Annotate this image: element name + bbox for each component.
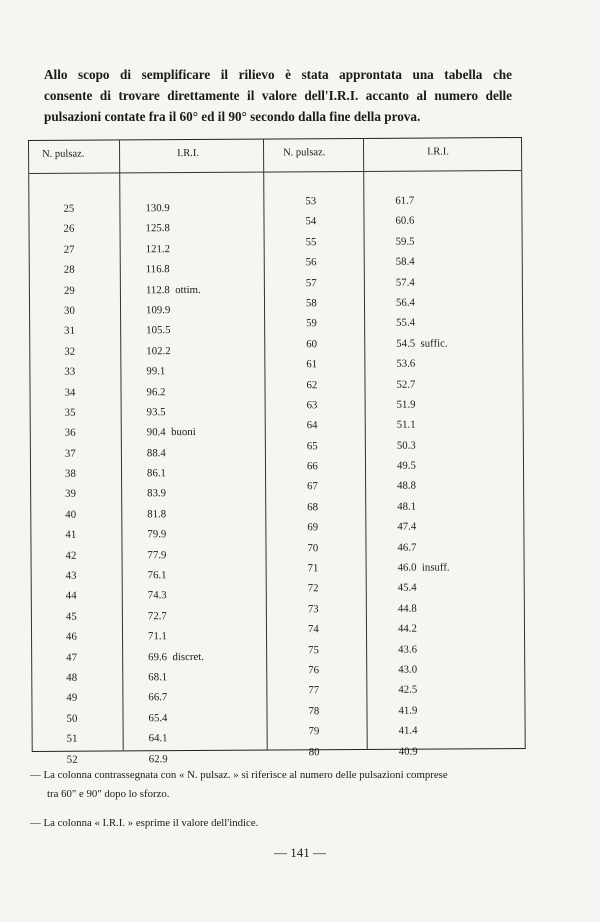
- footnote-line: — La colonna contrassegnata con « N. pulsaz. » si riferisce al numero delle pulsazioni comprese: [30, 769, 448, 781]
- iri-value-cell: 105.5: [146, 324, 171, 337]
- pulse-count-cell: 43: [65, 569, 77, 582]
- pulse-count-cell: 36: [64, 427, 76, 440]
- header-pulse-left: N. pulsaz.: [42, 148, 85, 160]
- iri-value-cell: 46.0 insuff.: [397, 561, 450, 574]
- iri-value-cell: 41.4: [398, 724, 418, 737]
- iri-value-cell: 66.7: [148, 691, 168, 704]
- iri-value-cell: 90.4 buoni: [146, 426, 196, 439]
- table-header-divider: [29, 170, 521, 174]
- pulse-count-cell: 33: [64, 365, 76, 378]
- table-column-divider: [119, 140, 124, 750]
- footnote-line: tra 60" e 90" dopo lo sforzo.: [47, 788, 170, 800]
- iri-value-cell: 40.9: [398, 745, 418, 758]
- iri-value-cell: 46.7: [397, 541, 417, 554]
- pulse-count-cell: 42: [65, 549, 77, 562]
- iri-value-cell: 51.1: [396, 418, 416, 432]
- pulse-count-cell: 56: [305, 256, 317, 269]
- pulse-count-cell: 60: [306, 337, 318, 351]
- pulse-count-cell: 65: [306, 439, 318, 452]
- iri-value-cell: 54.5 suffic.: [396, 337, 448, 350]
- footnote-iri-column: — La colonna « I.R.I. » esprime il valore dell'indice.: [30, 817, 259, 829]
- header-iri-right: I.R.I.: [427, 146, 449, 158]
- pulse-count-cell: 54: [305, 215, 317, 228]
- pulse-count-cell: 77: [308, 684, 320, 697]
- pulse-count-cell: 44: [65, 590, 77, 603]
- iri-value-cell: 64.1: [148, 732, 168, 745]
- iri-value-cell: 44.2: [397, 622, 417, 635]
- column-iri-left: [145, 198, 266, 770]
- pulse-count-cell: 79: [308, 725, 320, 738]
- iri-value-cell: 55.4: [396, 316, 416, 330]
- iri-value-cell: 58.4: [395, 255, 415, 268]
- iri-value-cell: 81.8: [147, 508, 167, 521]
- iri-value-cell: 44.8: [397, 602, 417, 615]
- pulse-count-cell: 28: [63, 263, 75, 276]
- iri-value-cell: 51.9: [396, 398, 416, 411]
- iri-value-cell: 125.8: [145, 222, 170, 235]
- iri-value-cell: 116.8: [145, 263, 170, 276]
- iri-value-cell: 53.6: [396, 357, 416, 370]
- pulse-count-cell: 69: [307, 521, 319, 534]
- iri-value-cell: 61.7: [395, 194, 415, 207]
- pulse-count-cell: 41: [65, 528, 77, 542]
- pulse-count-cell: 32: [64, 345, 76, 358]
- pulse-count-cell: 51: [66, 732, 78, 745]
- iri-value-cell: 72.7: [147, 609, 167, 623]
- iri-value-cell: 68.1: [148, 671, 168, 684]
- pulse-count-cell: 40: [65, 508, 77, 521]
- iri-value-cell: 41.9: [398, 704, 418, 717]
- pulse-count-cell: 49: [66, 692, 78, 705]
- footnote-pulse-column: [30, 766, 530, 804]
- pulse-count-cell: 31: [64, 325, 76, 338]
- pulse-count-cell: 61: [306, 358, 318, 371]
- pulse-count-cell: 47: [66, 651, 77, 664]
- pulse-count-cell: 75: [308, 643, 319, 656]
- pulse-count-cell: 57: [305, 276, 317, 289]
- pulse-count-cell: 71: [307, 562, 319, 575]
- pulse-count-cell: 70: [307, 541, 319, 554]
- iri-value-cell: 47.4: [397, 520, 417, 534]
- iri-value-cell: 48.8: [397, 480, 417, 493]
- pulse-count-cell: 38: [65, 467, 76, 480]
- iri-value-cell: 121.2: [145, 242, 171, 256]
- intro-line: pulsazioni contate fra il 60° ed il 90° secondo dalla fine della prova.: [44, 109, 421, 124]
- iri-value-cell: 93.5: [146, 406, 166, 419]
- iri-value-cell: 56.4: [395, 296, 415, 309]
- pulse-count-cell: 52: [66, 753, 78, 766]
- iri-value-cell: 83.9: [147, 487, 167, 500]
- pulse-count-cell: 34: [64, 386, 76, 399]
- iri-value-cell: 50.3: [396, 439, 416, 452]
- iri-value-cell: 57.4: [395, 276, 415, 289]
- pulse-count-cell: 50: [66, 712, 78, 725]
- iri-value-cell: 99.1: [146, 365, 166, 378]
- iri-table: [28, 137, 526, 766]
- pulse-count-cell: 73: [307, 603, 319, 616]
- iri-value-cell: 43.6: [398, 643, 418, 656]
- iri-value-cell: 42.5: [398, 684, 418, 697]
- iri-value-cell: 130.9: [145, 202, 170, 215]
- page-number: — 141 —: [274, 845, 326, 860]
- column-pulse-right: [305, 191, 348, 762]
- column-iri-right: [395, 190, 518, 762]
- pulse-count-cell: 46: [65, 630, 77, 643]
- intro-line: consente di trovare direttamente il valore dell'I.R.I. accanto al numero delle: [44, 88, 512, 103]
- pulse-count-cell: 59: [306, 317, 317, 330]
- intro-paragraph: [44, 64, 512, 127]
- iri-value-cell: 48.1: [397, 500, 417, 513]
- iri-value-cell: 76.1: [147, 569, 167, 582]
- pulse-count-cell: 37: [64, 447, 76, 460]
- iri-value-cell: 112.8 ottim.: [145, 283, 201, 296]
- pulse-count-cell: 62: [306, 378, 318, 391]
- header-iri-left: I.R.I.: [177, 147, 199, 160]
- pulse-count-cell: 80: [308, 745, 320, 758]
- pulse-count-cell: 63: [306, 399, 318, 412]
- iri-value-cell: 74.3: [147, 589, 167, 602]
- iri-value-cell: 96.2: [146, 385, 166, 398]
- pulse-count-cell: 64: [306, 419, 318, 432]
- header-pulse-right: N. pulsaz.: [283, 147, 326, 159]
- iri-value-cell: 71.1: [147, 630, 167, 643]
- iri-value-cell: 49.5: [396, 459, 416, 472]
- iri-value-cell: 59.5: [395, 235, 415, 248]
- pulse-count-cell: 27: [63, 243, 75, 256]
- pulse-count-cell: 26: [63, 223, 75, 236]
- iri-value-cell: 43.0: [398, 663, 418, 676]
- iri-value-cell: 77.9: [147, 548, 167, 561]
- iri-value-cell: 65.4: [148, 711, 168, 725]
- pulse-count-cell: 29: [63, 284, 75, 297]
- iri-value-cell: 69.6 discret.: [148, 650, 204, 663]
- table-column-divider: [363, 139, 368, 749]
- iri-value-cell: 102.2: [146, 344, 171, 358]
- intro-line: Allo scopo di semplificare il rilievo è stata approntata una tabella che: [44, 67, 512, 82]
- pulse-count-cell: 66: [306, 460, 318, 473]
- pulse-count-cell: 55: [305, 236, 317, 249]
- pulse-count-cell: 67: [307, 480, 318, 493]
- pulse-count-cell: 39: [65, 488, 76, 501]
- pulse-count-cell: 48: [66, 671, 78, 684]
- pulse-count-cell: 53: [305, 195, 317, 208]
- iri-value-cell: 60.6: [395, 215, 415, 228]
- pulse-count-cell: 30: [64, 304, 75, 317]
- iri-value-cell: 88.4: [146, 446, 166, 459]
- iri-value-cell: 79.9: [147, 528, 167, 541]
- iri-value-cell: 109.9: [146, 304, 171, 317]
- pulse-count-cell: 45: [65, 610, 77, 623]
- iri-value-cell: 52.7: [396, 378, 416, 391]
- column-pulse-left: [63, 199, 106, 770]
- pulse-count-cell: 25: [63, 202, 75, 215]
- pulse-count-cell: 68: [307, 501, 319, 514]
- pulse-count-cell: 72: [307, 582, 319, 595]
- pulse-count-cell: 35: [64, 406, 76, 419]
- pulse-count-cell: 78: [308, 704, 320, 718]
- pulse-count-cell: 58: [305, 297, 317, 310]
- iri-value-cell: 62.9: [148, 752, 168, 765]
- iri-value-cell: 86.1: [147, 467, 166, 480]
- iri-value-cell: 45.4: [397, 582, 417, 595]
- pulse-count-cell: 74: [307, 623, 319, 636]
- pulse-count-cell: 76: [308, 664, 320, 677]
